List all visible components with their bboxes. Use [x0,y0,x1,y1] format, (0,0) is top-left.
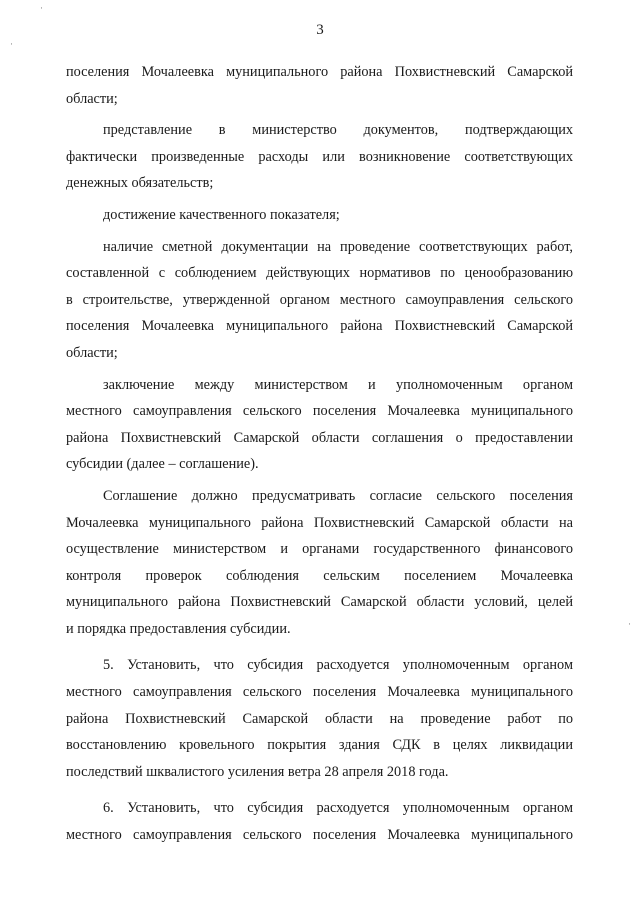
paragraph-spacer [66,785,573,795]
text-line: фактически произведенные расходы или возникновение соответствующих [66,148,573,165]
text-line: района Похвистневский Самарской области соглашения о предоставлении [66,429,573,446]
text-line: Соглашение должно предусматривать согласие сельского поселения [103,487,573,504]
text-line: местного самоуправления сельского поселения Мочалеевка муниципального [66,684,573,701]
document-body [66,59,573,849]
paragraph [66,795,573,848]
paragraph [66,234,573,367]
text-line: муниципального района Похвистневский Самарской области условий, целей [66,594,573,611]
text-line: составленной с соблюдением действующих нормативов по ценообразованию [66,265,573,282]
text-line: в строительстве, утвержденной органом местного самоуправления сельского [66,291,573,308]
text-line: местного самоуправления сельского поселения Мочалеевка муниципального [66,827,573,844]
paragraph [66,372,573,478]
text-line: контроля проверок соблюдения сельским поселением Мочалеевка [66,567,573,584]
text-line: наличие сметной документации на проведение соответствующих работ, [103,238,573,255]
text-line: денежных обязательств; [66,175,214,192]
text-line: последствий шквалистого усиления ветра 28 апреля 2018 года. [66,763,449,780]
text-line: поселения Мочалеевка муниципального района Похвистневский Самарской [66,64,573,80]
text-line: района Похвистневский Самарской области на проведение работ по [66,710,573,727]
text-line: и порядка предоставления субсидии. [66,620,291,637]
text-line: местного самоуправления сельского поселения Мочалеевка муниципального [66,403,573,420]
scan-artifact-mark: · [40,3,43,13]
paragraph [66,483,573,643]
paragraph [66,117,573,197]
text-line: достижение качественного показателя; [103,206,340,223]
scan-artifact-mark: · [10,39,13,49]
paragraph-spacer [66,642,573,652]
text-line: осуществление министерством и органами государственного финансового [66,541,573,558]
paragraph [66,652,573,785]
page-number: 3 [316,22,324,38]
text-line: 6. Установить, что субсидия расходуется уполномоченным органом [103,800,573,817]
text-line: субсидии (далее – соглашение). [66,456,259,473]
text-line: области; [66,90,118,107]
paragraph [66,59,573,112]
text-line: 5. Установить, что субсидия расходуется уполномоченным органом [103,657,573,674]
text-line: Мочалеевка муниципального района Похвистневский Самарской области на [66,514,573,531]
text-line: представление в министерство документов, подтверждающих [103,122,573,139]
text-line: восстановлению кровельного покрытия здания СДК в целях ликвидации [66,737,573,754]
text-line: заключение между министерством и уполномоченным органом [103,376,573,393]
text-line: поселения Мочалеевка муниципального района Похвистневский Самарской [66,318,573,335]
paragraph [66,202,573,229]
scan-artifact-mark: · [628,619,631,629]
text-line: области; [66,344,118,361]
